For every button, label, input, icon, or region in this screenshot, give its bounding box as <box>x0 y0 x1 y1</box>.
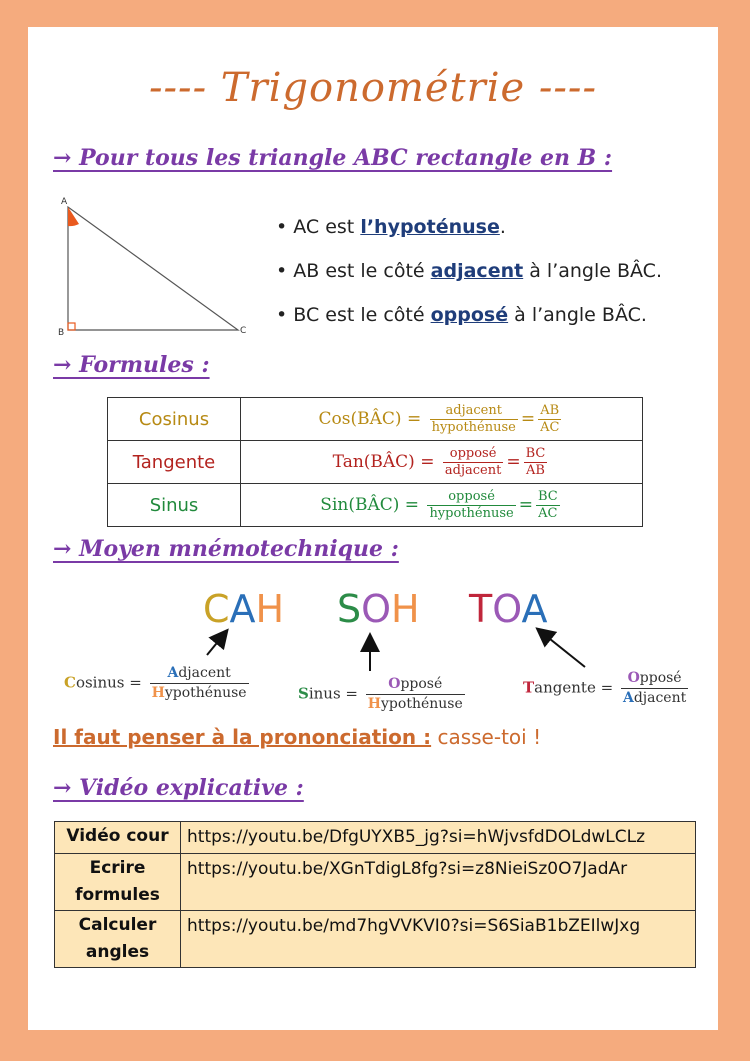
page-title: ---- Trigonométrie ---- <box>149 65 597 111</box>
table-row <box>108 441 643 484</box>
video-label: Ecrire formules <box>55 854 181 911</box>
vertex-label-a: A <box>61 197 68 207</box>
section-heading-triangle: → Pour tous les triangle ABC rectangle en B : <box>53 145 613 171</box>
formula-name-tangente: Tangente <box>108 441 241 484</box>
mnemonic-tangente: Tangente = $\frac{\text{Opposé}}{\text{Adjacent}}$ <box>523 670 687 706</box>
vertex-label-b: B <box>58 328 65 337</box>
definition-item: • AB est le côté adjacent à l’angle BÂC. <box>276 260 662 282</box>
video-link[interactable]: https://youtu.be/md7hgVVKVI0?si=S6SiaB1bZEIlwJxg <box>181 911 696 968</box>
worksheet-page <box>28 27 718 1030</box>
section-heading-videos: → Vidéo explicative : <box>53 775 304 801</box>
definition-item: • BC est le côté opposé à l’angle BÂC. <box>276 304 647 326</box>
vertex-label-c: C <box>240 326 247 336</box>
mnemonic-cah: CAH <box>203 587 285 631</box>
formula-tangente: Tan(BÂC) = $\frac{\text{opposé}}{\text{adjacent}}$ = $\frac{BC}{AB}$ <box>241 441 643 484</box>
mnemonic-sinus: Sinus = $\frac{\text{Opposé}}{\text{Hypothénuse}}$ <box>298 676 463 712</box>
mnemonic-cosinus: Cosinus = $\frac{\text{Adjacent}}{\text{Hypothénuse}}$ <box>64 665 247 701</box>
section-heading-mnemonic: → Moyen mnémotechnique : <box>53 536 399 562</box>
table-row <box>55 911 696 968</box>
section-heading-formules: → Formules : <box>53 352 210 378</box>
video-label: Vidéo cour <box>55 822 181 854</box>
definition-item: • AC est l’hypoténuse. <box>276 216 506 238</box>
table-row <box>108 398 643 441</box>
video-link[interactable]: https://youtu.be/XGnTdigL8fg?si=z8NieiSz0O7JadAr <box>181 854 696 911</box>
videos-table <box>54 821 696 968</box>
keyword-adjacent: adjacent <box>430 260 524 282</box>
table-row <box>55 854 696 911</box>
keyword-hypotenuse: l’hypoténuse <box>360 216 500 238</box>
right-triangle-diagram <box>53 195 253 337</box>
video-link[interactable]: https://youtu.be/DfgUYXB5_jg?si=hWjvsfdDOLdwLCLz <box>181 822 696 854</box>
table-row <box>108 484 643 527</box>
formula-name-sinus: Sinus <box>108 484 241 527</box>
table-row <box>55 822 696 854</box>
arrow-icon <box>207 633 225 655</box>
formulas-table <box>107 397 643 527</box>
pronunciation-tip: Il faut penser à la prononciation : casse-toi ! <box>53 725 542 749</box>
formula-name-cosinus: Cosinus <box>108 398 241 441</box>
video-label: Calculer angles <box>55 911 181 968</box>
arrow-icon <box>540 631 585 667</box>
right-angle-icon <box>68 323 75 330</box>
formula-sinus: Sin(BÂC) = $\frac{\text{opposé}}{\text{hypothénuse}}$ = $\frac{BC}{AC}$ <box>241 484 643 527</box>
mnemonic-soh: SOH <box>337 587 420 631</box>
formula-cosinus: Cos(BÂC) = $\frac{\text{adjacent}}{\text{hypothénuse}}$ = $\frac{AB}{AC}$ <box>241 398 643 441</box>
angle-marker-icon <box>68 207 79 226</box>
triangle-shape <box>68 207 238 330</box>
keyword-oppose: opposé <box>430 304 509 326</box>
mnemonic-toa: TOA <box>469 587 548 631</box>
definitions-list <box>276 205 662 337</box>
